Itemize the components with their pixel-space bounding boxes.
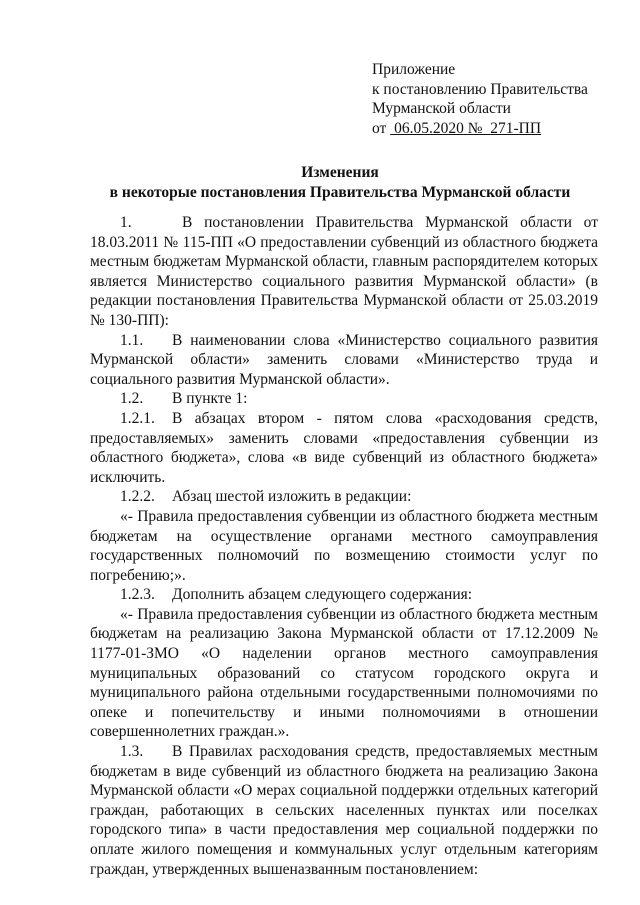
- item-text: «- Правила предоставления субвенции из областного бюджета местным бюджетам на осуществление органами местного самоуправления государственных полномочий по возмещению стоимости услуг по погребению;».: [90, 507, 598, 584]
- appendix-number: 271-ПП: [490, 119, 542, 137]
- item-text: В наименовании слова «Министерство социального развития Мурманской области» заменить словами «Министерство труда и социального развития Мурманской области».: [90, 331, 598, 388]
- appendix-region: Мурманской области: [372, 100, 511, 117]
- item-text: Дополнить абзацем следующего содержания:: [172, 586, 473, 604]
- document-body: [90, 213, 598, 879]
- item-number: 1.1.: [120, 331, 144, 349]
- item-number: 1.: [120, 214, 132, 231]
- appendix-date: 06.05.2020: [394, 119, 464, 137]
- item-text: В постановлении Правительства Мурманской области от 18.03.2011 № 115-ПП «О предоставлении субвенций из областного бюджета местным бюджетам Мурманской области, главным распорядителем которых является Министерство социального развития Мурманской области» (в редакции постановления Правительства Мурманской области от 25.03.2019 № 130-ПП):: [90, 214, 598, 329]
- item-number: 1.2.2.: [120, 488, 155, 506]
- item-text: В пункте 1:: [172, 390, 248, 408]
- item-text: В абзацах втором - пятом слова «расходования средств, предоставляемых» заменить словами «предоставления субвенции из областного бюджета», слова «в виде субвенций из областного бюджета» исключить.: [90, 409, 598, 486]
- item-1-2-1: [90, 409, 598, 487]
- appendix-block: [372, 60, 588, 138]
- item-number: 1.2.: [120, 390, 144, 408]
- item-number: 1.2.1.: [120, 409, 155, 427]
- item-number: 1.2.3.: [120, 586, 155, 604]
- quote-rule-guardianship: [90, 605, 598, 742]
- appendix-resolution: к постановлению Правительства: [372, 80, 588, 98]
- appendix-label: Приложение: [372, 61, 456, 78]
- item-1-3: [90, 742, 598, 879]
- item-1-2: [90, 389, 598, 409]
- document-title: [80, 163, 600, 202]
- item-number: 1.3.: [120, 743, 144, 761]
- item-1-1: [90, 331, 598, 390]
- item-text: В Правилах расходования средств, предоставляемых местным бюджетам в виде субвенций из областного бюджета на реализацию Закона Мурманской области «О мерах социальной поддержки отдельных категорий граждан, работающих в сельских населенных пунктах или поселках городского типа» в части предоставления мер социальной поддержки по оплате жилого помещения и коммунальных услуг отдельным категориям граждан, утвержденных вышеназванным постановлением:: [90, 743, 598, 878]
- quote-rule-burial: [90, 507, 598, 585]
- item-1: [90, 213, 598, 331]
- appendix-no-label: №: [467, 119, 483, 137]
- item-1-2-3: [90, 585, 598, 605]
- appendix-from-label: от: [372, 119, 387, 137]
- item-text: Абзац шестой изложить в редакции:: [172, 488, 412, 506]
- title-line-1: Изменения: [301, 164, 379, 181]
- appendix-date-line: [372, 119, 588, 139]
- item-text: «- Правила предоставления субвенции из областного бюджета местным бюджетам на реализацию Закона Мурманской области от 17.12.2009 № 1177-01-ЗМО «О наделении органов местного самоуправления муниципальных образований со статусом городского округа и муниципального района отдельными государственными полномочиями по опеке и попечительству и иными полномочиями в отношении совершеннолетних граждан.».: [90, 605, 598, 741]
- item-1-2-2: [90, 487, 598, 507]
- title-line-2: в некоторые постановления Правительства Мурманской области: [109, 183, 571, 201]
